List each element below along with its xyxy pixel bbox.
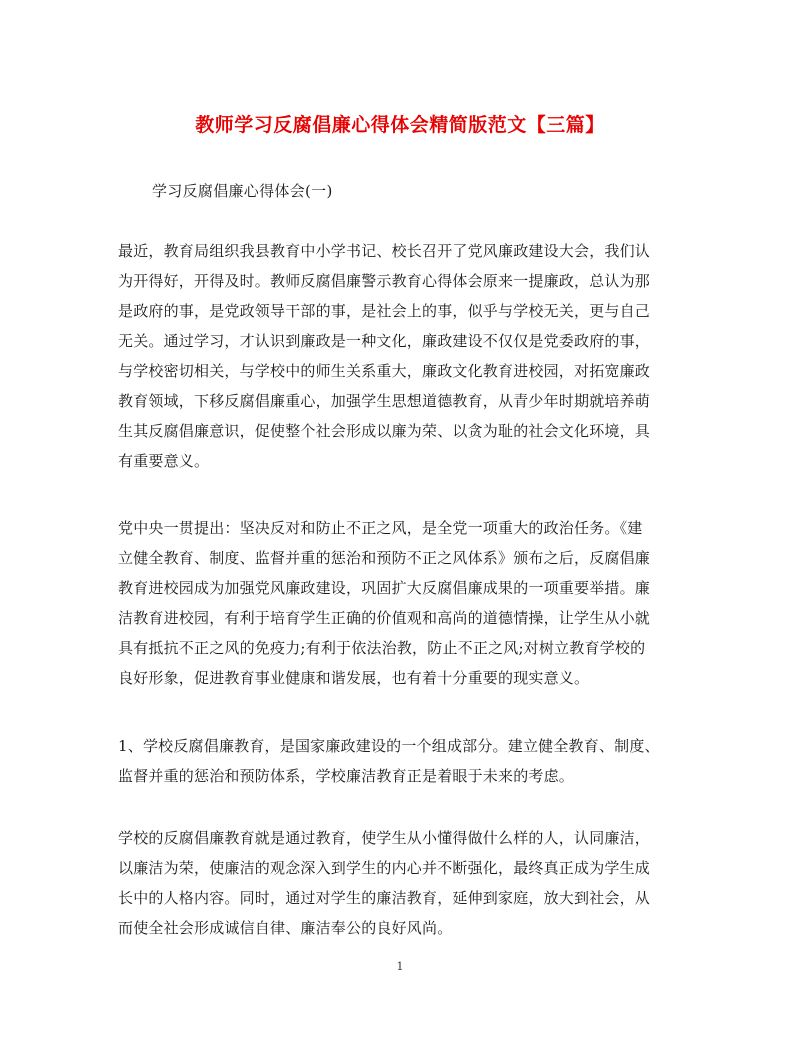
paragraph-line: 良好形象，促进教育事业健康和谐发展，也有着十分重要的现实意义。 (118, 669, 590, 687)
paragraph-line: 无关。通过学习，才认识到廉政是一种文化，廉政建设不仅仅是党委政府的事， (118, 332, 651, 350)
paragraph-3 (118, 731, 684, 791)
paragraph-2 (118, 513, 684, 693)
paragraph-line: 有重要意义。 (118, 452, 210, 470)
paragraph-line: 具有抵抗不正之风的免疫力;有利于依法治教，防止不正之风;对树立教育学校的 (118, 639, 646, 657)
paragraph-line: 党中央一贯提出：坚决反对和防止不正之风，是全党一项重大的政治任务。《建 (118, 519, 643, 537)
paragraph-line: 生其反腐倡廉意识，促使整个社会形成以廉为荣、以贪为耻的社会文化环境，具 (118, 422, 651, 440)
paragraph-line: 为开得好，开得及时。教师反腐倡廉警示教育心得体会原来一提廉政，总认为那 (118, 272, 651, 290)
paragraph-1 (118, 236, 684, 476)
paragraph-line: 1、学校反腐倡廉教育，是国家廉政建设的一个组成部分。建立健全教育、制度、 (118, 737, 660, 755)
paragraph-line: 洁教育进校园，有利于培育学生正确的价值观和高尚的道德情操，让学生从小就 (118, 609, 651, 627)
paragraph-line: 教育领域，下移反腐倡廉重心，加强学生思想道德教育，从青少年时期就培养萌 (118, 392, 651, 410)
paragraph-line: 立健全教育、制度、监督并重的惩治和预防不正之风体系》颁布之后，反腐倡廉 (118, 549, 651, 567)
paragraph-line: 与学校密切相关，与学校中的师生关系重大，廉政文化教育进校园，对拓宽廉政 (118, 362, 651, 380)
paragraph-line: 教育进校园成为加强党风廉政建设，巩固扩大反腐倡廉成果的一项重要举措。廉 (118, 579, 651, 597)
paragraph-line: 是政府的事，是党政领导干部的事，是社会上的事，似乎与学校无关，更与自己 (118, 302, 651, 320)
paragraph-line: 而使全社会形成诚信自律、廉洁奉公的良好风尚。 (118, 919, 453, 937)
section-subtitle: 学习反腐倡廉心得体会(一) (152, 182, 333, 200)
paragraph-line: 长中的人格内容。同时，通过对学生的廉洁教育，延伸到家庭，放大到社会，从 (118, 889, 651, 907)
paragraph-line: 学校的反腐倡廉教育就是通过教育，使学生从小懂得做什么样的人，认同廉洁， (118, 829, 651, 847)
page-number: 1 (396, 960, 404, 973)
paragraph-4 (118, 823, 684, 943)
paragraph-line: 最近，教育局组织我县教育中小学书记、校长召开了党风廉政建设大会，我们认 (118, 242, 651, 260)
document-title: 教师学习反腐倡廉心得体会精简版范文【三篇】 (195, 114, 605, 136)
paragraph-line: 监督并重的惩治和预防体系，学校廉洁教育正是着眼于未来的考虑。 (118, 767, 575, 785)
paragraph-line: 以廉洁为荣，使廉洁的观念深入到学生的内心并不断强化，最终真正成为学生成 (118, 859, 651, 877)
